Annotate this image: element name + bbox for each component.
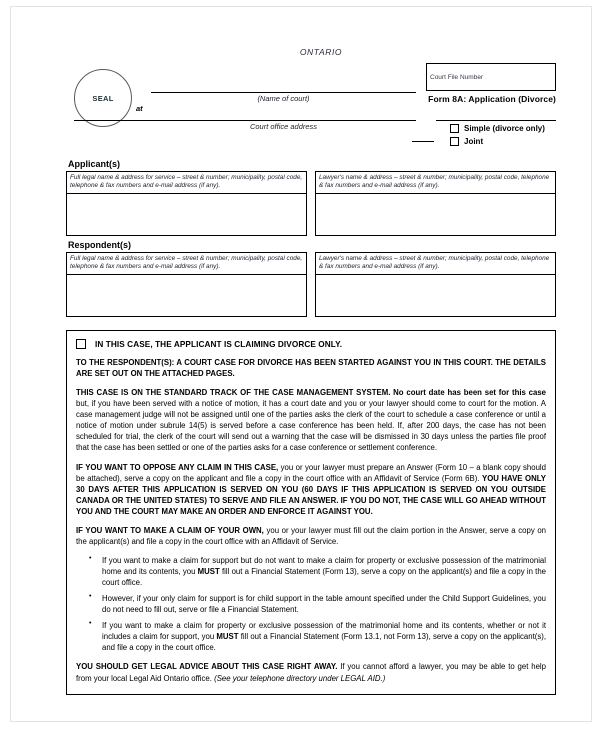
option-simple-divorce-label: Simple (divorce only)	[464, 124, 545, 133]
bullet-3-bold: MUST	[216, 632, 239, 642]
make-claim-paragraph	[76, 525, 546, 547]
make-claim-bold-lead: IF YOU WANT TO MAKE A CLAIM OF YOUR OWN,	[76, 525, 264, 535]
checkbox-divorce-only[interactable]	[76, 339, 86, 349]
make-claim-plain: you or your lawyer must fill out the claim portion in the Answer, serve a copy on the applicant(s) and file a copy in the court office with an Affidavit of Service.	[76, 525, 546, 546]
legal-advice-italic: (See your telephone directory under LEGAL AID.)	[214, 673, 386, 683]
notice-body-box	[66, 330, 556, 695]
applicant-row	[66, 171, 556, 236]
respondent-lawyer-input[interactable]	[316, 275, 555, 316]
oppose-claim-paragraph	[76, 462, 546, 517]
applicant-details-box[interactable]	[66, 171, 307, 236]
respondent-section-label: Respondent(s)	[68, 240, 131, 250]
court-file-number-label: Court File Number	[430, 74, 484, 81]
applicant-details-input[interactable]	[67, 194, 306, 235]
bullet-1-part2: fill out a Financial Statement (Form 13), serve a copy on the applicant(s) and file a copy in the court office.	[102, 567, 546, 588]
court-name-line[interactable]	[151, 92, 416, 93]
bullet-2-part1: However, if your only claim for support is for child support in the table amount specified under the Child Support Guidelines, you do not need to fill out, serve or file a Financial Statement.	[102, 594, 546, 615]
oppose-bold-warning: YOU HAVE ONLY 30 DAYS AFTER THIS APPLICATION IS SERVED ON YOU (60 DAYS IF THIS APPLICATION IS SERVED ON YOU OUTSIDE CANADA OR THE UNITED STATES) TO SERVE AND FILE AN ANSWER. IF YOU DO NOT, THE CASE WILL GO AHEAD WITHOUT YOU AND THE COURT MAY MAKE AN ORDER AND ENFORCE IT AGAINST YOU.	[76, 473, 546, 516]
legal-advice-plain: If you cannot afford a lawyer, you may be able to get help from your local Legal Aid Ontario office.	[76, 662, 546, 683]
respondent-details-input[interactable]	[67, 275, 306, 316]
to-respondent-paragraph: TO THE RESPONDENT(S): A COURT CASE FOR DIVORCE HAS BEEN STARTED AGAINST YOU IN THIS COURT. THE DETAILS ARE SET OUT ON THE ATTACHED PAGES.	[76, 358, 546, 379]
list-item	[102, 620, 546, 653]
court-file-number-field[interactable]	[426, 63, 556, 91]
form-page	[10, 6, 592, 722]
bullet-1-bold: MUST	[197, 567, 220, 576]
respondent-lawyer-box[interactable]	[315, 252, 556, 317]
bullet-1-part1: If you want to make a claim for support but do not want to make a claim for property or exclusive possession of the matrimonial home and its contents, you	[102, 555, 546, 576]
seal-label: SEAL	[92, 93, 114, 103]
form-content	[66, 47, 556, 695]
header-tick-mark	[412, 141, 434, 142]
claim-instruction-list	[76, 555, 546, 654]
list-item	[102, 555, 546, 588]
applicant-lawyer-input[interactable]	[316, 194, 555, 235]
court-name-caption: (Name of court)	[257, 94, 310, 103]
respondent-details-box[interactable]	[66, 252, 307, 317]
respondent-row	[66, 252, 556, 317]
oppose-bold-lead: IF YOU WANT TO OPPOSE ANY CLAIM IN THIS CASE,	[76, 462, 279, 472]
applicant-details-caption: Full legal name & address for service – street & number; municipality, postal code, telephone & fax numbers and e-mail address (if any).	[67, 172, 306, 194]
divorce-only-label: IN THIS CASE, THE APPLICANT IS CLAIMING DIVORCE ONLY.	[95, 339, 343, 349]
respondent-details-caption: Full legal name & address for service – street & number; municipality, postal code, telephone & fax numbers and e-mail address (if any).	[67, 253, 306, 275]
option-joint-label: Joint	[464, 137, 484, 146]
court-address-caption: Court office address	[249, 122, 318, 131]
form-title: Form 8A: Application (Divorce)	[428, 94, 556, 104]
option-joint[interactable]	[450, 137, 570, 146]
checkbox-joint[interactable]	[450, 137, 459, 146]
legal-advice-bold: YOU SHOULD GET LEGAL ADVICE ABOUT THIS CASE RIGHT AWAY.	[76, 662, 338, 672]
option-simple-divorce[interactable]	[450, 124, 570, 133]
at-label: at	[136, 104, 143, 113]
applicant-lawyer-caption: Lawyer's name & address – street & number; municipality, postal code, telephone & fax numbers and e-mail address (if any).	[316, 172, 555, 194]
bullet-3-part2: fill out a Financial Statement (Form 13.1, not Form 13), serve a copy on the applicant(s), and file a copy in the court office.	[102, 632, 546, 653]
checkbox-simple-divorce[interactable]	[450, 124, 459, 133]
standard-track-paragraph	[76, 387, 546, 453]
standard-track-rest: but, if you have been served with a notice of motion, it has a court date and you or your lawyer should come to court for the motion. A case management judge will not be assigned until one of the parties asks the clerk of the court to schedule a case conference or until a notice of motion under subrule 14(5) is served before a case conference has been held. If, after 200 days, the case has not been scheduled for trial, the clerk of the court will send out a warning that the case will be dismissed in 30 days unless the parties file proof that the case has been settled or one of the parties asks for a case conference or settlement conference.	[76, 399, 546, 453]
divorce-only-claim-row[interactable]	[76, 339, 546, 349]
oppose-plain: you or your lawyer must prepare an Answer (Form 10 – a blank copy should be attached), serve a copy on the applicant and file a copy in the court office with an Affidavit of Service (Form 6B).	[76, 462, 546, 483]
court-address-line[interactable]	[74, 120, 416, 121]
applicant-section-label: Applicant(s)	[68, 159, 121, 169]
form-header	[66, 63, 556, 155]
jurisdiction-heading: ONTARIO	[299, 47, 343, 57]
respondent-lawyer-caption: Lawyer's name & address – street & number; municipality, postal code, telephone & fax numbers and e-mail address (if any).	[316, 253, 555, 275]
list-item	[102, 593, 546, 615]
form-header-right	[426, 63, 556, 146]
court-seal	[74, 69, 132, 127]
form-title-underline	[436, 120, 556, 121]
standard-track-bold: THIS CASE IS ON THE STANDARD TRACK OF THE CASE MANAGEMENT SYSTEM. No court date has been set for this case	[76, 388, 546, 398]
legal-advice-paragraph	[76, 661, 546, 683]
bullet-3-part1: If you want to make a claim for property or exclusive possession of the matrimonial home and its contents, whether or not it includes a claim for support, you	[102, 621, 546, 642]
applicant-lawyer-box[interactable]	[315, 171, 556, 236]
